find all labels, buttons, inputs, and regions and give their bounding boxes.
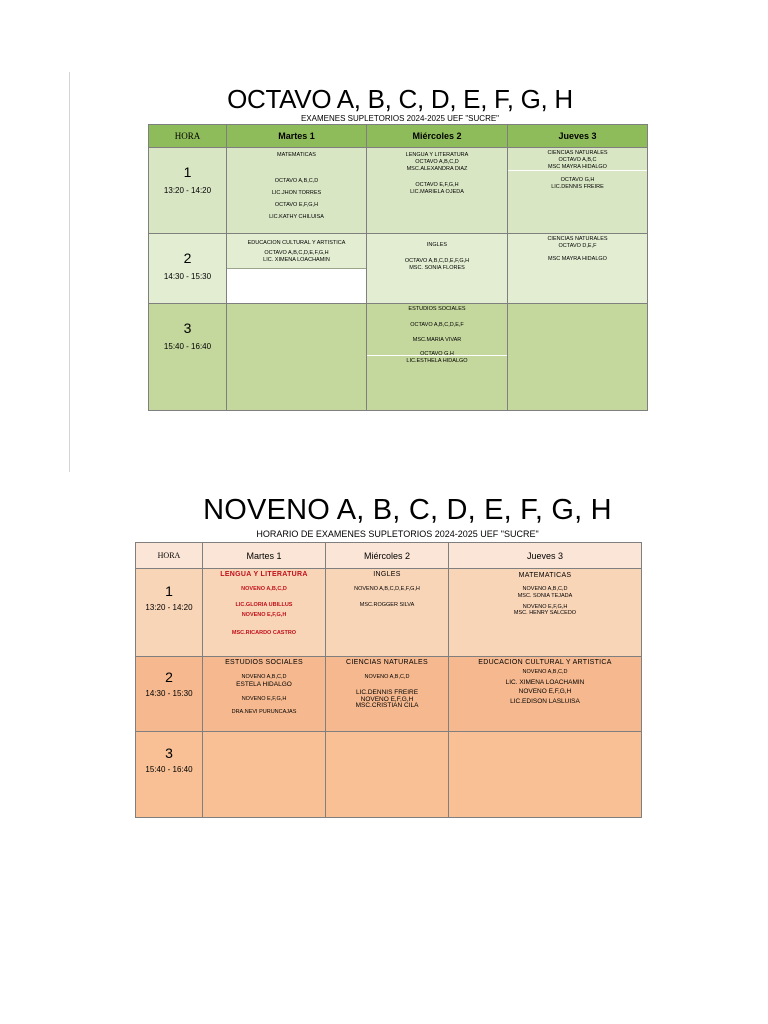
course: NOVENO E,F,G,H — [360, 695, 414, 703]
exam-cell — [367, 304, 508, 411]
period-time: 13:20 - 14:20 — [145, 603, 193, 612]
course: OCTAVO G,H — [560, 176, 595, 183]
course: OCTAVO A,B,C — [558, 156, 597, 163]
teacher: MSC. HENRY SALCEDO — [513, 610, 577, 617]
exam-cell — [367, 234, 508, 304]
course: NOVENO A,B,C,D — [364, 674, 410, 680]
teacher: MSC. SONIA FLORES — [409, 264, 465, 271]
hora-cell — [149, 234, 227, 304]
header-martes: Martes 1 — [227, 125, 367, 148]
exam-cell — [367, 148, 508, 234]
exam-cell — [508, 148, 648, 234]
subject: ESTUDIOS SOCIALES — [225, 659, 303, 666]
exam-cell — [227, 234, 367, 304]
subject: LENGUA Y LITERATURA — [220, 571, 308, 578]
table-row — [136, 657, 642, 732]
exam-cell — [326, 569, 449, 657]
hora-cell — [149, 148, 227, 234]
course: NOVENO A,B,C,D — [241, 674, 287, 680]
exam-cell-empty — [508, 304, 648, 411]
course: NOVENO E,F,G,H — [241, 612, 287, 619]
period-number: 2 — [165, 669, 173, 685]
teacher: LIC.KATHY CHILUISA — [269, 213, 324, 220]
blank-area — [227, 268, 366, 303]
exam-cell — [326, 657, 449, 732]
course: OCTAVO D,E,F — [558, 242, 597, 249]
course: NOVENO E,F,G,H — [518, 687, 572, 695]
course: OCTAVO G,H — [420, 350, 454, 357]
hora-cell — [149, 304, 227, 411]
subject: CIENCIAS NATURALES — [346, 659, 428, 666]
exam-cell-empty — [326, 732, 449, 818]
table-header-row — [136, 543, 642, 569]
blank-area — [367, 355, 507, 410]
header-miercoles: Miércoles 2 — [367, 125, 508, 148]
period-time: 13:20 - 14:20 — [163, 186, 212, 195]
teacher: MSC MAYRA HIDALGO — [548, 255, 607, 262]
period-number: 1 — [183, 164, 192, 180]
teacher: LIC.MARIELA OJEDA — [410, 188, 464, 195]
subject: EDUCACION CULTURAL Y ARTISTICA — [247, 240, 346, 246]
subject: MATEMATICAS — [277, 152, 316, 158]
teacher: MSC MAYRA HIDALGO — [548, 163, 607, 170]
subject: INGLES — [426, 242, 448, 248]
course: OCTAVO E,F,G,H — [274, 201, 319, 208]
octavo-title: OCTAVO A, B, C, D, E, F, G, H — [227, 84, 573, 114]
period-number: 3 — [183, 320, 192, 336]
subject: MATEMATICAS — [518, 572, 572, 579]
subject: CIENCIAS NATURALES — [547, 236, 608, 242]
teacher: LIC.EDISON LASLUISA — [510, 698, 580, 706]
course: OCTAVO A,B,C,D,E,F — [410, 321, 464, 328]
course: OCTAVO A,B,C,D — [274, 177, 319, 184]
course: NOVENO E,F,G,H — [522, 604, 568, 611]
exam-cell — [203, 657, 326, 732]
exam-cell — [508, 234, 648, 304]
hora-cell — [136, 569, 203, 657]
teacher: LIC.ESTHELA HIDALGO — [406, 357, 468, 364]
teacher: MSC.RICARDO CASTRO — [231, 630, 297, 637]
teacher: DRA.NEVI PURUNCAJAS — [231, 708, 297, 715]
course: OCTAVO A,B,C,D — [415, 158, 459, 165]
table-row — [149, 148, 648, 234]
header-miercoles: Miércoles 2 — [326, 543, 449, 569]
header-jueves: Jueves 3 — [508, 125, 648, 148]
course: NOVENO E,F,G,H — [241, 695, 287, 702]
period-time: 15:40 - 16:40 — [163, 342, 212, 351]
teacher: LIC. XIMENA LOACHAMIN — [263, 256, 330, 263]
octavo-subtitle: EXAMENES SUPLETORIOS 2024-2025 UEF "SUCRE" — [300, 114, 500, 123]
table-row — [136, 732, 642, 818]
exam-cell — [449, 569, 642, 657]
exam-cell — [203, 569, 326, 657]
teacher: MSC.ROGGER SILVA — [359, 602, 415, 609]
course: OCTAVO A,B,C,D,E,F,G,H — [404, 257, 470, 264]
teacher: MSC.MARIA VIVAR — [412, 336, 462, 343]
header-jueves: Jueves 3 — [449, 543, 642, 569]
teacher: MSC.CRISTIAN CILA — [355, 702, 419, 710]
period-number: 1 — [165, 583, 173, 599]
teacher: MSC. SONIA TEJADA — [517, 593, 573, 600]
course: NOVENO A,B,C,D,E,F,G,H — [354, 586, 420, 592]
subject: INGLES — [373, 571, 401, 578]
noveno-schedule-table — [135, 542, 642, 818]
page-margin-line — [69, 72, 70, 472]
table-row — [136, 569, 642, 657]
hora-cell — [136, 657, 203, 732]
table-row — [149, 304, 648, 411]
cell-divider — [508, 170, 647, 171]
exam-cell-empty — [227, 304, 367, 411]
teacher: ESTELA HIDALGO — [236, 681, 292, 689]
teacher: LIC.JHON TORRES — [271, 189, 322, 196]
period-number: 3 — [165, 745, 173, 761]
exam-cell — [227, 148, 367, 234]
subject: ESTUDIOS SOCIALES — [408, 306, 466, 312]
noveno-title: NOVENO A, B, C, D, E, F, G, H — [203, 494, 612, 526]
hora-cell — [136, 732, 203, 818]
teacher: MSC.ALEXANDRA DIAZ — [406, 165, 468, 172]
course: OCTAVO A,B,C,D,E,F,G,H — [264, 249, 329, 256]
teacher: LIC.GLORIA UBILLUS — [235, 602, 293, 609]
header-hora: HORA — [149, 125, 227, 148]
period-number: 2 — [183, 250, 192, 266]
teacher: LIC.DENNIS FREIRE — [551, 183, 604, 190]
header-martes: Martes 1 — [203, 543, 326, 569]
teacher: LIC.DENNIS FREIRE — [355, 689, 419, 697]
subject: LENGUA Y LITERATURA — [405, 152, 469, 158]
octavo-schedule-table — [148, 124, 648, 411]
exam-cell-empty — [203, 732, 326, 818]
subject: CIENCIAS NATURALES — [547, 150, 608, 156]
header-hora: HORA — [136, 543, 203, 569]
subject: EDUCACION CULTURAL Y ARTISTICA — [478, 659, 612, 666]
period-time: 14:30 - 15:30 — [145, 689, 193, 698]
exam-cell-empty — [449, 732, 642, 818]
course: NOVENO A,B,C,D — [522, 586, 568, 592]
noveno-subtitle: HORARIO DE EXAMENES SUPLETORIOS 2024-2025 UEF "SUCRE" — [256, 529, 539, 539]
exam-cell — [449, 657, 642, 732]
course: NOVENO A,B,C,D — [241, 586, 287, 592]
period-time: 15:40 - 16:40 — [145, 765, 193, 774]
period-time: 14:30 - 15:30 — [163, 272, 212, 281]
teacher: LIC. XIMENA LOACHAMIN — [505, 679, 585, 687]
table-row — [149, 234, 648, 304]
course: OCTAVO E,F,G,H — [415, 181, 459, 188]
course: NOVENO A,B,C,D — [522, 669, 568, 675]
table-header-row — [149, 125, 648, 148]
